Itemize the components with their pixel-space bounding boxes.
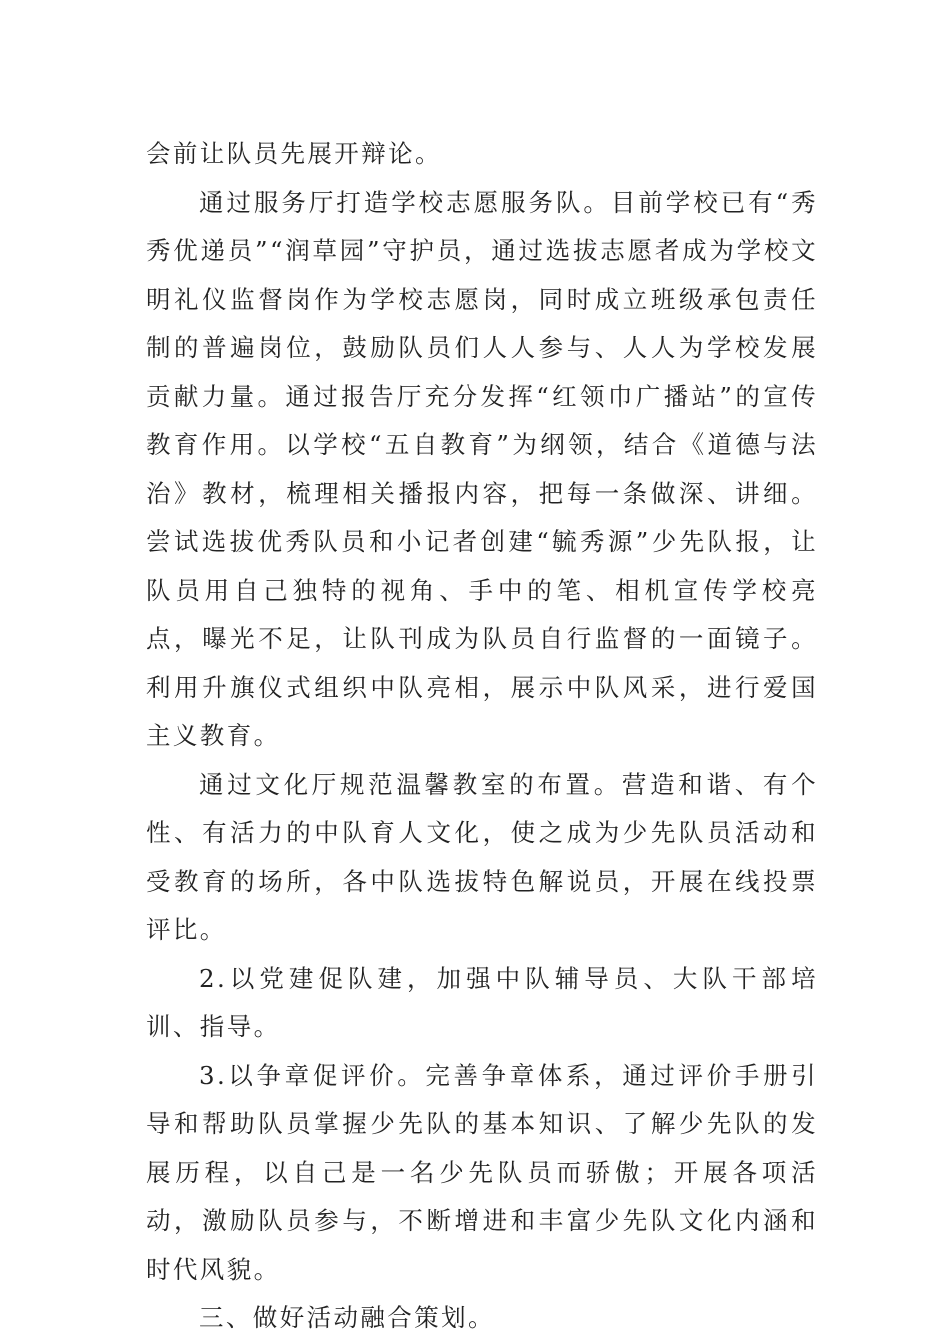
paragraph-item-3: 3.以争章促评价。完善争章体系，通过评价手册引导和帮助队员掌握少先队的基本知识、了解少先队的发展历程，以自己是一名少先队员而骄傲；开展各项活动，激励队员参与，不断增进和丰富少先队文化内涵和时代风貌。 <box>146 1060 818 1284</box>
document-body <box>146 130 818 1343</box>
paragraph-culture-hall: 通过文化厅规范温馨教室的布置。营造和谐、有个性、有活力的中队育人文化，使之成为少先队员活动和受教育的场所，各中队选拔特色解说员，开展在线投票评比。 <box>146 769 818 944</box>
paragraph-item-2: 2.以党建促队建，加强中队辅导员、大队干部培训、指导。 <box>146 963 818 1041</box>
paragraph-service-hall: 通过服务厅打造学校志愿服务队。目前学校已有“秀秀优递员”“润草园”守护员，通过选拔志愿者成为学校文明礼仪监督岗作为学校志愿岗，同时成立班级承包责任制的普遍岗位，鼓励队员们人人参与、人人为学校发展贡献力量。通过报告厅充分发挥“红领巾广播站”的宣传教育作用。以学校“五自教育”为纲领，结合《道德与法治》教材，梳理相关播报内容，把每一条做深、讲细。尝试选拔优秀队员和小记者创建“毓秀源”少先队报，让队员用自己独特的视角、手中的笔、相机宣传学校亮点，曝光不足，让队刊成为队员自行监督的一面镜子。利用升旗仪式组织中队亮相，展示中队风采，进行爱国主义教育。 <box>146 187 818 750</box>
section-heading-3: 三、做好活动融合策划。 <box>199 1303 495 1332</box>
paragraph-continuation: 会前让队员先展开辩论。 <box>146 139 442 168</box>
